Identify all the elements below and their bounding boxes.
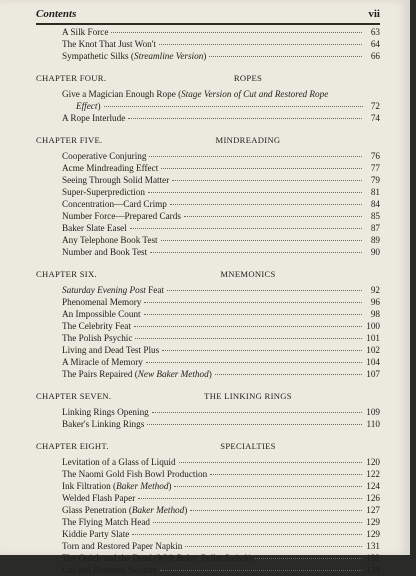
toc-entry-line xyxy=(62,100,380,112)
entry-title-text: The Celebrity Feat xyxy=(62,321,131,331)
dot-leader xyxy=(179,461,362,463)
entry-title-text: An Impossible Count xyxy=(62,309,141,319)
toc-entry[interactable] xyxy=(62,332,380,344)
entry-page: 84 xyxy=(370,199,380,209)
entry-page: 131 xyxy=(366,541,380,551)
entry-title xyxy=(62,406,152,418)
entry-page: 96 xyxy=(370,297,380,307)
entry-page: 85 xyxy=(370,211,380,221)
toc-entry[interactable] xyxy=(62,516,380,528)
dot-leader xyxy=(104,105,364,107)
entry-title xyxy=(62,210,184,222)
entry-page: 109 xyxy=(366,407,380,417)
entry-title-text: Cut and Restored Necktie xyxy=(62,565,157,575)
entry-page: 90 xyxy=(370,247,380,257)
dot-leader xyxy=(167,289,362,291)
toc-entry[interactable] xyxy=(62,112,380,124)
dot-leader xyxy=(210,473,362,475)
entry-page: 79 xyxy=(370,175,380,185)
entry-title-text: Ink Filtration ( xyxy=(62,481,117,491)
chapter-heading xyxy=(36,440,380,452)
entry-page: 66 xyxy=(370,51,380,61)
dot-leader xyxy=(209,55,362,57)
toc-entry[interactable] xyxy=(62,246,380,258)
entry-page: 87 xyxy=(370,223,380,233)
entry-title xyxy=(62,162,161,174)
entry-title-text: Number Force—Prepared Cards xyxy=(62,211,181,221)
entry-title xyxy=(62,356,146,368)
entry-title xyxy=(62,320,134,332)
dot-leader xyxy=(147,423,362,425)
entry-title-text: Baker's Linking Rings xyxy=(62,419,145,429)
toc-entry[interactable] xyxy=(62,468,380,480)
dot-leader xyxy=(135,337,362,339)
entry-title xyxy=(62,284,167,296)
entry-page: 129 xyxy=(366,517,380,527)
entry-page: 124 xyxy=(366,481,380,491)
entry-title-after: ) xyxy=(208,369,212,379)
entry-title xyxy=(62,308,144,320)
entry-title xyxy=(62,552,255,564)
entry-title-text: Kiddie Party Slate xyxy=(62,529,130,539)
dot-leader xyxy=(161,167,362,169)
chapter-label: CHAPTER EIGHT. xyxy=(36,441,109,451)
chapter-label: CHAPTER FOUR. xyxy=(36,73,107,83)
chapter-label: CHAPTER FIVE. xyxy=(36,135,103,145)
entry-page: 77 xyxy=(370,163,380,173)
toc-entry[interactable] xyxy=(62,368,380,380)
toc-entry[interactable] xyxy=(62,492,380,504)
entry-page: 107 xyxy=(366,369,380,379)
entry-title-text: The Flying Match Head xyxy=(62,517,151,527)
entry-title xyxy=(62,50,209,62)
toc-entry[interactable] xyxy=(62,150,380,162)
dot-leader xyxy=(132,533,362,535)
entry-title xyxy=(62,186,148,198)
dot-leader xyxy=(215,373,362,375)
entry-title xyxy=(62,480,174,492)
entry-title xyxy=(62,38,159,50)
dot-leader xyxy=(255,557,362,559)
entry-page: 81 xyxy=(370,187,380,197)
entry-title xyxy=(62,492,138,504)
entry-title xyxy=(62,234,161,246)
chapter-subject: MINDREADING xyxy=(215,135,281,145)
entry-title-italic: Baker Method xyxy=(131,505,185,515)
dot-leader xyxy=(134,325,362,327)
chapter-subject: THE LINKING RINGS xyxy=(204,391,292,401)
entry-title xyxy=(62,456,179,468)
dot-leader xyxy=(184,215,362,217)
entry-title-italic: Baker Method xyxy=(116,481,169,491)
entry-title-text: Levitation of a Glass of Liquid xyxy=(62,457,176,467)
dot-leader xyxy=(138,497,362,499)
dot-leader xyxy=(128,117,362,119)
toc-entry[interactable] xyxy=(62,210,380,222)
dot-leader xyxy=(144,301,362,303)
entry-page: 100 xyxy=(366,321,380,331)
entry-title-text: Number and Book Test xyxy=(62,247,148,257)
entry-page: 134 xyxy=(366,565,380,575)
toc-entry[interactable] xyxy=(62,344,380,356)
entry-page: 89 xyxy=(370,235,380,245)
toc-entry[interactable] xyxy=(62,26,380,38)
entry-title xyxy=(62,150,149,162)
dot-leader xyxy=(160,569,362,571)
entry-title xyxy=(62,504,190,516)
entry-page: 74 xyxy=(370,113,380,123)
entry-page: 72 xyxy=(370,101,380,111)
entry-title-italic: With Baker Pellet Switch xyxy=(157,553,249,563)
entry-page: 92 xyxy=(370,285,380,295)
entry-page: 129 xyxy=(366,529,380,539)
entry-page: 64 xyxy=(370,39,380,49)
entry-title-italic: Effect xyxy=(76,101,98,111)
toc-entry[interactable] xyxy=(62,540,380,552)
entry-title xyxy=(62,418,147,430)
entry-title-text: The Naomi Gold Fish Bowl Production xyxy=(62,469,208,479)
entry-title-text: A Miracle of Memory xyxy=(62,357,143,367)
toc-entry[interactable] xyxy=(62,564,380,576)
entry-title-italic: Saturday Evening Post xyxy=(62,285,146,295)
dot-leader xyxy=(130,227,362,229)
toc-entry[interactable] xyxy=(62,356,380,368)
entry-title-text: The Pairs Repaired ( xyxy=(62,369,138,379)
entry-title xyxy=(62,198,170,210)
entry-title-text: Phenomenal Memory xyxy=(62,297,142,307)
entry-page: 98 xyxy=(370,309,380,319)
entry-title-text: Seeing Through Solid Matter xyxy=(62,175,170,185)
entry-title-after: ) xyxy=(97,101,101,111)
entry-title xyxy=(62,368,215,380)
entry-title-after: ) xyxy=(184,505,188,515)
dot-leader xyxy=(170,203,362,205)
entry-page: 120 xyxy=(366,457,380,467)
entry-page: 110 xyxy=(366,419,380,429)
entry-title-italic: Stage Version of Cut and Restored Rope xyxy=(181,89,329,99)
entry-title xyxy=(62,564,160,576)
entry-title-text: Baker Slate Easel xyxy=(62,223,127,233)
chapter-heading xyxy=(36,390,380,402)
entry-title-text: The Knot That Just Won't xyxy=(62,39,156,49)
entry-title-continued xyxy=(76,100,101,112)
toc-entry[interactable] xyxy=(62,528,380,540)
entry-title-text: Linking Rings Opening xyxy=(62,407,149,417)
table-of-contents xyxy=(36,24,380,576)
dot-leader xyxy=(172,179,362,181)
dot-leader xyxy=(161,239,362,241)
dot-leader xyxy=(146,361,362,363)
entry-title xyxy=(62,332,135,344)
dot-leader xyxy=(190,509,362,511)
chapter-label: CHAPTER SEVEN. xyxy=(36,391,112,401)
entry-title-italic: New Baker Method xyxy=(137,369,209,379)
toc-entry[interactable] xyxy=(62,50,380,62)
toc-entry[interactable] xyxy=(62,480,380,492)
dot-leader xyxy=(153,521,362,523)
dot-leader xyxy=(162,349,362,351)
chapter-heading xyxy=(36,72,380,84)
entry-page: 104 xyxy=(366,357,380,367)
dot-leader xyxy=(144,313,362,315)
entry-title-italic: Streamline Version xyxy=(133,51,204,61)
dot-leader xyxy=(185,545,362,547)
toc-entry[interactable] xyxy=(62,296,380,308)
entry-title xyxy=(62,344,162,356)
toc-entry[interactable] xyxy=(62,174,380,186)
toc-entry[interactable] xyxy=(62,552,380,564)
dot-leader xyxy=(148,191,362,193)
entry-title: Give a Magician Enough Rope ( xyxy=(62,89,182,99)
dot-leader xyxy=(149,155,362,157)
chapter-label: CHAPTER SIX. xyxy=(36,269,97,279)
entry-title-text: Living and Dead Test Plus xyxy=(62,345,160,355)
entry-title-text: Sympathetic Silks ( xyxy=(62,51,134,61)
toc-entry-line xyxy=(62,88,380,100)
entry-title xyxy=(62,528,132,540)
entry-title xyxy=(62,468,210,480)
toc-entry[interactable] xyxy=(62,38,380,50)
chapter-heading xyxy=(36,134,380,146)
entry-title xyxy=(62,246,150,258)
entry-page: 126 xyxy=(366,493,380,503)
entry-title-after: ) xyxy=(203,51,207,61)
entry-page: 76 xyxy=(370,151,380,161)
toc-entry[interactable] xyxy=(62,162,380,174)
dot-leader xyxy=(159,43,362,45)
dot-leader xyxy=(111,31,362,33)
chapter-heading xyxy=(36,268,380,280)
entry-title-after: ) xyxy=(248,553,252,563)
entry-page: 132 xyxy=(366,553,380,563)
entry-page: 127 xyxy=(366,505,380,515)
toc-entry[interactable] xyxy=(62,406,380,418)
entry-title-after: Feat xyxy=(145,285,164,295)
entry-title xyxy=(62,26,111,38)
entry-page: 63 xyxy=(370,27,380,37)
toc-entry[interactable] xyxy=(62,308,380,320)
toc-entry[interactable] xyxy=(62,198,380,210)
entry-page: 101 xyxy=(366,333,380,343)
chapter-subject: MNEMONICS xyxy=(220,269,276,279)
entry-title xyxy=(62,222,130,234)
dot-leader xyxy=(152,411,362,413)
toc-entry[interactable] xyxy=(62,320,380,332)
entry-title xyxy=(62,174,172,186)
entry-title xyxy=(62,540,185,552)
dot-leader xyxy=(150,251,362,253)
chapter-subject: SPECIALTIES xyxy=(220,441,276,451)
dot-leader xyxy=(174,485,362,487)
entry-title-text: Torn and Restored Paper Napkin xyxy=(62,541,183,551)
toc-entry[interactable] xyxy=(62,186,380,198)
entry-title-text: Super-Superprediction xyxy=(62,187,145,197)
entry-title-after: ) xyxy=(168,481,172,491)
toc-entry[interactable] xyxy=(62,456,380,468)
toc-entry[interactable] xyxy=(62,222,380,234)
entry-title-text: Acme Mindreading Effect xyxy=(62,163,159,173)
entry-title-text: Glass Penetration ( xyxy=(62,505,132,515)
entry-title-text: Cooperative Conjuring xyxy=(62,151,147,161)
page-number: vii xyxy=(368,8,380,20)
chapter-subject: ROPES xyxy=(233,73,263,83)
entry-title-text: Concentration—Card Crimp xyxy=(62,199,167,209)
entry-title-text: A Rope Interlude xyxy=(62,113,126,123)
entry-title xyxy=(62,112,128,124)
entry-title-text: Any Telephone Book Test xyxy=(62,235,158,245)
toc-entry[interactable] xyxy=(62,284,380,296)
entry-title-text: The Quick and the Dead ( xyxy=(62,553,158,563)
toc-entry[interactable] xyxy=(62,234,380,246)
entry-page: 102 xyxy=(366,345,380,355)
entry-page: 122 xyxy=(366,469,380,479)
entry-title-text: A Silk Force xyxy=(62,27,109,37)
toc-entry[interactable] xyxy=(62,418,380,430)
entry-title-text: Welded Flash Paper xyxy=(62,493,136,503)
entry-title xyxy=(62,516,153,528)
toc-entry[interactable] xyxy=(62,504,380,516)
running-title: Contents xyxy=(36,8,77,20)
entry-title xyxy=(62,296,144,308)
toc-entry[interactable] xyxy=(62,88,380,112)
entry-title-text: The Polish Psychic xyxy=(62,333,133,343)
